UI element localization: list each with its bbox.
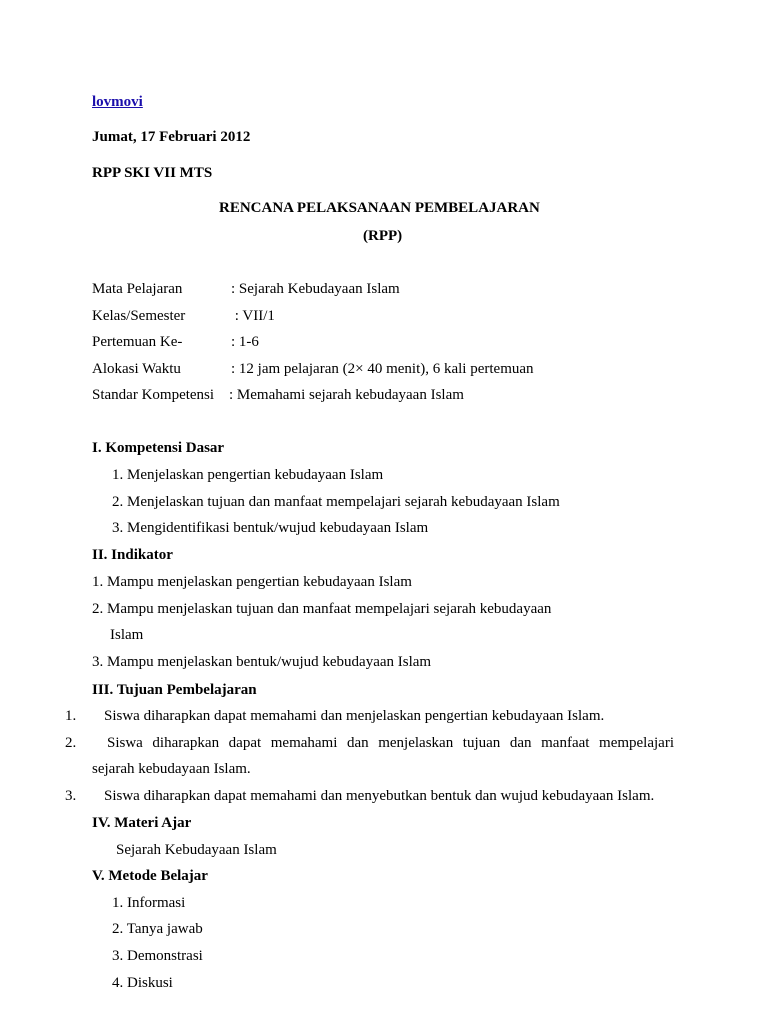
meta-label: Mata Pelajaran bbox=[92, 281, 183, 297]
list-number: 2. bbox=[65, 735, 77, 751]
section-heading: III. Tujuan Pembelajaran bbox=[92, 682, 257, 698]
list-item-continuation: sejarah kebudayaan Islam. bbox=[92, 761, 251, 777]
meta-value: : 12 jam pelajaran (2× 40 menit), 6 kali pertemuan bbox=[231, 361, 534, 377]
section-heading: IV. Materi Ajar bbox=[92, 815, 192, 831]
meta-value: : 1-6 bbox=[231, 334, 259, 350]
post-title: RPP SKI VII MTS bbox=[92, 165, 213, 181]
section-text: Sejarah Kebudayaan Islam bbox=[116, 842, 277, 858]
list-item: 2. Mampu menjelaskan tujuan dan manfaat mempelajari sejarah kebudayaan bbox=[92, 601, 552, 617]
meta-label: Alokasi Waktu bbox=[92, 361, 181, 377]
section-heading: I. Kompetensi Dasar bbox=[92, 440, 225, 456]
list-item-continuation: Islam bbox=[110, 627, 144, 643]
list-item: Siswa diharapkan dapat memahami dan menjelaskan tujuan dan manfaat mempelajari bbox=[107, 735, 674, 751]
meta-value: : Memahami sejarah kebudayaan Islam bbox=[229, 387, 464, 403]
section-heading: II. Indikator bbox=[92, 547, 173, 563]
post-date: Jumat, 17 Februari 2012 bbox=[92, 129, 251, 145]
list-item: 3. Mampu menjelaskan bentuk/wujud kebudayaan Islam bbox=[92, 654, 432, 670]
meta-value: : Sejarah Kebudayaan Islam bbox=[231, 281, 400, 297]
list-item: 2. Tanya jawab bbox=[112, 921, 203, 937]
list-number: 1. bbox=[65, 708, 77, 724]
author-link[interactable]: lovmovi bbox=[92, 94, 143, 110]
list-number: 3. bbox=[65, 788, 77, 804]
list-item: Siswa diharapkan dapat memahami dan menjelaskan pengertian kebudayaan Islam. bbox=[104, 708, 605, 724]
list-item: 1. Menjelaskan pengertian kebudayaan Islam bbox=[112, 467, 384, 483]
document-subtitle: (RPP) bbox=[363, 228, 403, 244]
list-item: Siswa diharapkan dapat memahami dan menyebutkan bentuk dan wujud kebudayaan Islam. bbox=[104, 788, 655, 804]
list-item: 1. Mampu menjelaskan pengertian kebudayaan Islam bbox=[92, 574, 412, 590]
section-heading: V. Metode Belajar bbox=[92, 868, 208, 884]
meta-value: : VII/1 bbox=[231, 308, 275, 324]
document-title: RENCANA PELAKSANAAN PEMBELAJARAN bbox=[219, 200, 540, 216]
list-item: 3. Demonstrasi bbox=[112, 948, 203, 964]
list-item: 2. Menjelaskan tujuan dan manfaat mempelajari sejarah kebudayaan Islam bbox=[112, 494, 560, 510]
list-item: 4. Diskusi bbox=[112, 975, 173, 991]
meta-label: Pertemuan Ke- bbox=[92, 334, 183, 350]
meta-label: Kelas/Semester bbox=[92, 308, 186, 324]
list-item: 3. Mengidentifikasi bentuk/wujud kebudayaan Islam bbox=[112, 520, 429, 536]
meta-label: Standar Kompetensi bbox=[92, 387, 215, 403]
list-item: 1. Informasi bbox=[112, 895, 186, 911]
